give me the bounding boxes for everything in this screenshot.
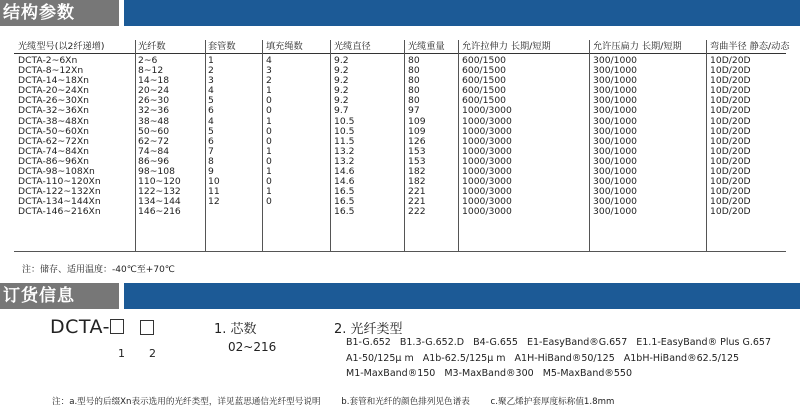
table-cell-model: DCTA-122~132Xn — [18, 186, 101, 198]
table-cell-model: DCTA-86~96Xn — [18, 155, 89, 167]
table-column-divider — [404, 40, 405, 251]
table-cell-crush: 300/1000 — [593, 155, 638, 167]
table-cell-crush: 300/1000 — [593, 196, 638, 208]
table-cell-filler-count: 1 — [266, 85, 272, 97]
table-column-divider — [262, 40, 263, 251]
table-header-crush: 允许压扁力 长期/短期 — [593, 41, 682, 52]
table-cell-bend-radius: 10D/20D — [710, 206, 751, 218]
table-cell-weight: 80 — [408, 95, 420, 107]
fiber-type-list — [346, 335, 800, 382]
core-count-range: 02~216 — [228, 340, 277, 354]
table-cell-fiber-count: 20~24 — [138, 85, 170, 97]
note-sheath-thickness: c.聚乙烯护套厚度标称值1.8mm — [490, 397, 615, 407]
note-color-sequence: b.套管和光纤的颜色排列见色谱表 — [341, 397, 470, 407]
table-cell-fiber-count: 134~144 — [138, 196, 181, 208]
table-header-bend-radius: 弯曲半径 静态/动态 — [710, 41, 790, 52]
table-cell-crush: 300/1000 — [593, 75, 638, 87]
section-title-structure: 结构参数 — [3, 3, 75, 23]
core-count-title: 1. 芯数 — [214, 322, 257, 337]
spec-table — [14, 40, 790, 218]
table-cell-diameter: 13.2 — [334, 145, 355, 157]
table-cell-filler-count: 0 — [266, 105, 272, 117]
table-cell-weight: 80 — [408, 55, 420, 66]
table-cell-tensile: 1000/3000 — [462, 155, 512, 167]
table-cell-diameter: 9.2 — [334, 85, 349, 97]
table-cell-weight: 182 — [408, 176, 426, 188]
table-cell-filler-count: 0 — [266, 125, 272, 137]
table-cell-filler-count: 1 — [266, 186, 272, 198]
table-row — [14, 197, 786, 207]
table-cell-tensile: 1000/3000 — [462, 166, 512, 178]
table-cell-tube-count: 10 — [208, 176, 220, 188]
table-cell-tube-count: 11 — [208, 186, 220, 198]
table-cell-diameter: 10.5 — [334, 125, 355, 137]
table-row — [14, 117, 786, 127]
table-row — [14, 76, 786, 86]
table-cell-weight: 221 — [408, 196, 426, 208]
table-cell-bend-radius: 10D/20D — [710, 135, 751, 147]
table-header-tensile: 允许拉伸力 长期/短期 — [462, 41, 551, 52]
table-cell-fiber-count: 110~120 — [138, 176, 181, 188]
table-cell-weight: 109 — [408, 125, 426, 137]
table-cell-crush: 300/1000 — [593, 95, 638, 107]
table-cell-model: DCTA-110~120Xn — [18, 176, 101, 188]
table-cell-model: DCTA-74~84Xn — [18, 145, 89, 157]
table-cell-tensile: 600/1500 — [462, 55, 507, 66]
fiber-type-item: A1H-HiBand®50/125 — [514, 352, 615, 364]
table-column-divider — [205, 40, 206, 251]
table-cell-tube-count: 9 — [208, 166, 214, 178]
fiber-type-item: E1.1-EasyBand® Plus G.657 — [636, 337, 771, 348]
table-cell-bend-radius: 10D/20D — [710, 145, 751, 157]
table-row — [14, 127, 786, 137]
table-cell-fiber-count: 2~6 — [138, 55, 158, 66]
table-cell-filler-count: 3 — [266, 65, 272, 77]
table-cell-weight: 109 — [408, 115, 426, 127]
table-cell-tensile: 1000/3000 — [462, 135, 512, 147]
table-cell-diameter: 9.2 — [334, 75, 349, 87]
table-cell-crush: 300/1000 — [593, 125, 638, 137]
table-cell-diameter: 14.6 — [334, 166, 355, 178]
table-cell-filler-count: 0 — [266, 155, 272, 167]
table-header-filler-count: 填充绳数 — [266, 41, 303, 52]
table-cell-tensile: 1000/3000 — [462, 186, 512, 198]
table-cell-tube-count: 6 — [208, 135, 214, 147]
table-cell-filler-count: 2 — [266, 75, 272, 87]
table-cell-tube-count: 4 — [208, 85, 214, 97]
fiber-type-item: E1-EasyBand®G.657 — [526, 337, 628, 348]
table-row — [14, 177, 786, 187]
table-bottom-border — [14, 251, 786, 252]
table-cell-tensile: 600/1500 — [462, 75, 507, 87]
table-cell-tube-count: 5 — [208, 95, 214, 107]
table-cell-fiber-count: 14~18 — [138, 75, 170, 87]
table-header-tube-count: 套管数 — [208, 41, 236, 52]
table-row — [14, 106, 786, 116]
table-cell-fiber-count: 32~36 — [138, 105, 170, 117]
table-row — [14, 157, 786, 167]
table-row — [14, 137, 786, 147]
box-label-1: 1 — [118, 347, 125, 360]
fiber-type-item: B1-G.652 — [346, 337, 391, 348]
table-column-divider — [706, 40, 707, 251]
table-cell-diameter: 11.5 — [334, 135, 355, 147]
fiber-type-item: A1-50/125μ m — [346, 352, 414, 364]
table-cell-bend-radius: 10D/20D — [710, 155, 751, 167]
table-cell-diameter: 9.2 — [334, 55, 349, 66]
table-cell-diameter: 9.2 — [334, 65, 349, 77]
table-cell-diameter: 10.5 — [334, 115, 355, 127]
table-cell-tensile: 1000/3000 — [462, 206, 512, 218]
table-cell-weight: 182 — [408, 166, 426, 178]
table-column-divider — [330, 40, 331, 251]
table-cell-crush: 300/1000 — [593, 206, 638, 218]
table-row — [14, 167, 786, 177]
table-cell-model: DCTA-2~6Xn — [18, 55, 78, 66]
table-cell-crush: 300/1000 — [593, 176, 638, 188]
table-cell-tensile: 1000/3000 — [462, 115, 512, 127]
table-cell-bend-radius: 10D/20D — [710, 166, 751, 178]
fiber-type-item: A1b-62.5/125μ m — [422, 352, 506, 364]
table-cell-bend-radius: 10D/20D — [710, 115, 751, 127]
table-row — [14, 56, 786, 66]
table-cell-diameter: 9.2 — [334, 95, 349, 107]
table-cell-bend-radius: 10D/20D — [710, 65, 751, 77]
table-column-divider — [458, 40, 459, 251]
fiber-type-title: 2. 光纤类型 — [334, 322, 403, 337]
fiber-type-item: B1.3-G.652.D — [399, 337, 465, 348]
table-column-divider — [135, 40, 136, 251]
table-header-row — [14, 40, 790, 54]
storage-temperature-note: 注：储存、适用温度：-40℃至+70℃ — [22, 265, 175, 275]
table-cell-weight: 80 — [408, 85, 420, 97]
section-banner-ordering — [0, 283, 800, 309]
table-cell-bend-radius: 10D/20D — [710, 105, 751, 117]
table-cell-model: DCTA-14~18Xn — [18, 75, 89, 87]
table-header-diameter: 光缆直径 — [334, 41, 371, 52]
table-cell-filler-count: 1 — [266, 166, 272, 178]
table-cell-fiber-count: 86~96 — [138, 155, 170, 167]
table-cell-weight: 126 — [408, 135, 426, 147]
table-cell-tube-count: 7 — [208, 145, 214, 157]
table-cell-tensile: 600/1500 — [462, 85, 507, 97]
table-body — [14, 56, 786, 218]
table-cell-tensile: 600/1500 — [462, 65, 507, 77]
table-cell-filler-count: 1 — [266, 115, 272, 127]
table-header-model: 光缆型号(以2纤递增) — [18, 41, 105, 52]
table-cell-crush: 300/1000 — [593, 166, 638, 178]
table-cell-fiber-count: 8~12 — [138, 65, 164, 77]
table-cell-crush: 300/1000 — [593, 115, 638, 127]
table-cell-crush: 300/1000 — [593, 135, 638, 147]
table-cell-fiber-count: 38~48 — [138, 115, 170, 127]
banner-blue-bar — [124, 283, 800, 309]
fiber-type-item: M3-MaxBand®300 — [444, 368, 534, 379]
table-cell-diameter: 16.5 — [334, 186, 355, 198]
table-cell-model: DCTA-134~144Xn — [18, 196, 101, 208]
table-cell-model: DCTA-20~24Xn — [18, 85, 89, 97]
core-count-box — [110, 319, 124, 334]
box-label-2: 2 — [149, 347, 156, 360]
table-cell-tensile: 1000/3000 — [462, 196, 512, 208]
table-cell-tensile: 1000/3000 — [462, 176, 512, 188]
table-row — [14, 96, 786, 106]
table-cell-model: DCTA-26~30Xn — [18, 95, 89, 107]
table-cell-weight: 97 — [408, 105, 420, 117]
table-cell-tube-count: 6 — [208, 105, 214, 117]
model-code — [50, 316, 124, 338]
table-cell-model: DCTA-8~12Xn — [18, 65, 84, 77]
table-cell-weight: 222 — [408, 206, 426, 218]
fiber-type-item: A1bH-HiBand®62.5/125 — [623, 352, 740, 364]
table-cell-fiber-count: 62~72 — [138, 135, 170, 147]
table-cell-bend-radius: 10D/20D — [710, 95, 751, 107]
table-row — [14, 187, 786, 197]
table-row — [14, 207, 786, 217]
fiber-type-box — [140, 320, 154, 335]
table-cell-tube-count: 12 — [208, 196, 220, 208]
table-cell-crush: 300/1000 — [593, 55, 638, 66]
table-cell-fiber-count: 98~108 — [138, 166, 175, 178]
table-cell-filler-count: 0 — [266, 176, 272, 188]
table-row — [14, 86, 786, 96]
table-cell-tube-count: 1 — [208, 55, 214, 66]
table-cell-tensile: 1000/3000 — [462, 125, 512, 137]
table-cell-model: DCTA-98~108Xn — [18, 166, 95, 178]
table-cell-bend-radius: 10D/20D — [710, 125, 751, 137]
section-title-ordering: 订货信息 — [3, 286, 75, 306]
section-banner-structure — [0, 0, 800, 26]
table-cell-fiber-count: 74~84 — [138, 145, 170, 157]
table-cell-tensile: 600/1500 — [462, 95, 507, 107]
table-cell-filler-count: 1 — [266, 145, 272, 157]
fiber-type-item: M5-MaxBand®550 — [542, 368, 633, 379]
table-cell-bend-radius: 10D/20D — [710, 55, 751, 66]
table-row — [14, 66, 786, 76]
fiber-type-item: B4-G.655 — [473, 337, 518, 348]
table-cell-crush: 300/1000 — [593, 186, 638, 198]
table-cell-crush: 300/1000 — [593, 145, 638, 157]
note-suffix: 注：a.型号的后缀Xn表示选用的光纤类型，详见蓝思通信光纤型号说明 — [52, 397, 321, 407]
table-cell-filler-count: 0 — [266, 196, 272, 208]
table-column-divider — [589, 40, 590, 251]
table-cell-fiber-count: 122~132 — [138, 186, 181, 198]
table-cell-bend-radius: 10D/20D — [710, 186, 751, 198]
table-cell-filler-count: 4 — [266, 55, 272, 66]
model-prefix: DCTA- — [50, 316, 110, 338]
banner-blue-bar — [124, 0, 800, 26]
table-cell-fiber-count: 146~216 — [138, 206, 181, 218]
table-cell-weight: 153 — [408, 155, 426, 167]
table-cell-bend-radius: 10D/20D — [710, 176, 751, 188]
table-cell-diameter: 13.2 — [334, 155, 355, 167]
table-cell-tube-count: 8 — [208, 155, 214, 167]
table-row — [14, 147, 786, 157]
table-cell-crush: 300/1000 — [593, 105, 638, 117]
table-cell-diameter: 14.6 — [334, 176, 355, 188]
ordering-notes — [52, 395, 632, 407]
table-cell-model: DCTA-32~36Xn — [18, 105, 89, 117]
table-header-weight: 光缆重量 — [408, 41, 445, 52]
table-cell-crush: 300/1000 — [593, 65, 638, 77]
table-cell-diameter: 16.5 — [334, 196, 355, 208]
table-cell-diameter: 16.5 — [334, 206, 355, 218]
table-cell-tensile: 1000/3000 — [462, 105, 512, 117]
table-cell-crush: 300/1000 — [593, 85, 638, 97]
table-cell-diameter: 9.7 — [334, 105, 349, 117]
table-cell-model: DCTA-50~60Xn — [18, 125, 89, 137]
table-cell-tube-count: 4 — [208, 115, 214, 127]
table-cell-filler-count: 0 — [266, 95, 272, 107]
table-cell-model: DCTA-38~48Xn — [18, 115, 89, 127]
table-cell-model: DCTA-62~72Xn — [18, 135, 89, 147]
table-cell-weight: 153 — [408, 145, 426, 157]
table-cell-weight: 221 — [408, 186, 426, 198]
table-cell-weight: 80 — [408, 65, 420, 77]
table-cell-filler-count: 0 — [266, 135, 272, 147]
table-cell-bend-radius: 10D/20D — [710, 196, 751, 208]
table-cell-bend-radius: 10D/20D — [710, 85, 751, 97]
table-cell-tube-count: 3 — [208, 75, 214, 87]
table-cell-tube-count: 2 — [208, 65, 214, 77]
table-cell-tensile: 1000/3000 — [462, 145, 512, 157]
table-cell-tube-count: 5 — [208, 125, 214, 137]
table-cell-bend-radius: 10D/20D — [710, 75, 751, 87]
table-header-fiber-count: 光纤数 — [138, 41, 166, 52]
table-cell-weight: 80 — [408, 75, 420, 87]
fiber-type-item: M1-MaxBand®150 — [346, 368, 436, 379]
table-cell-fiber-count: 26~30 — [138, 95, 170, 107]
table-cell-fiber-count: 50~60 — [138, 125, 170, 137]
table-cell-model: DCTA-146~216Xn — [18, 206, 101, 218]
